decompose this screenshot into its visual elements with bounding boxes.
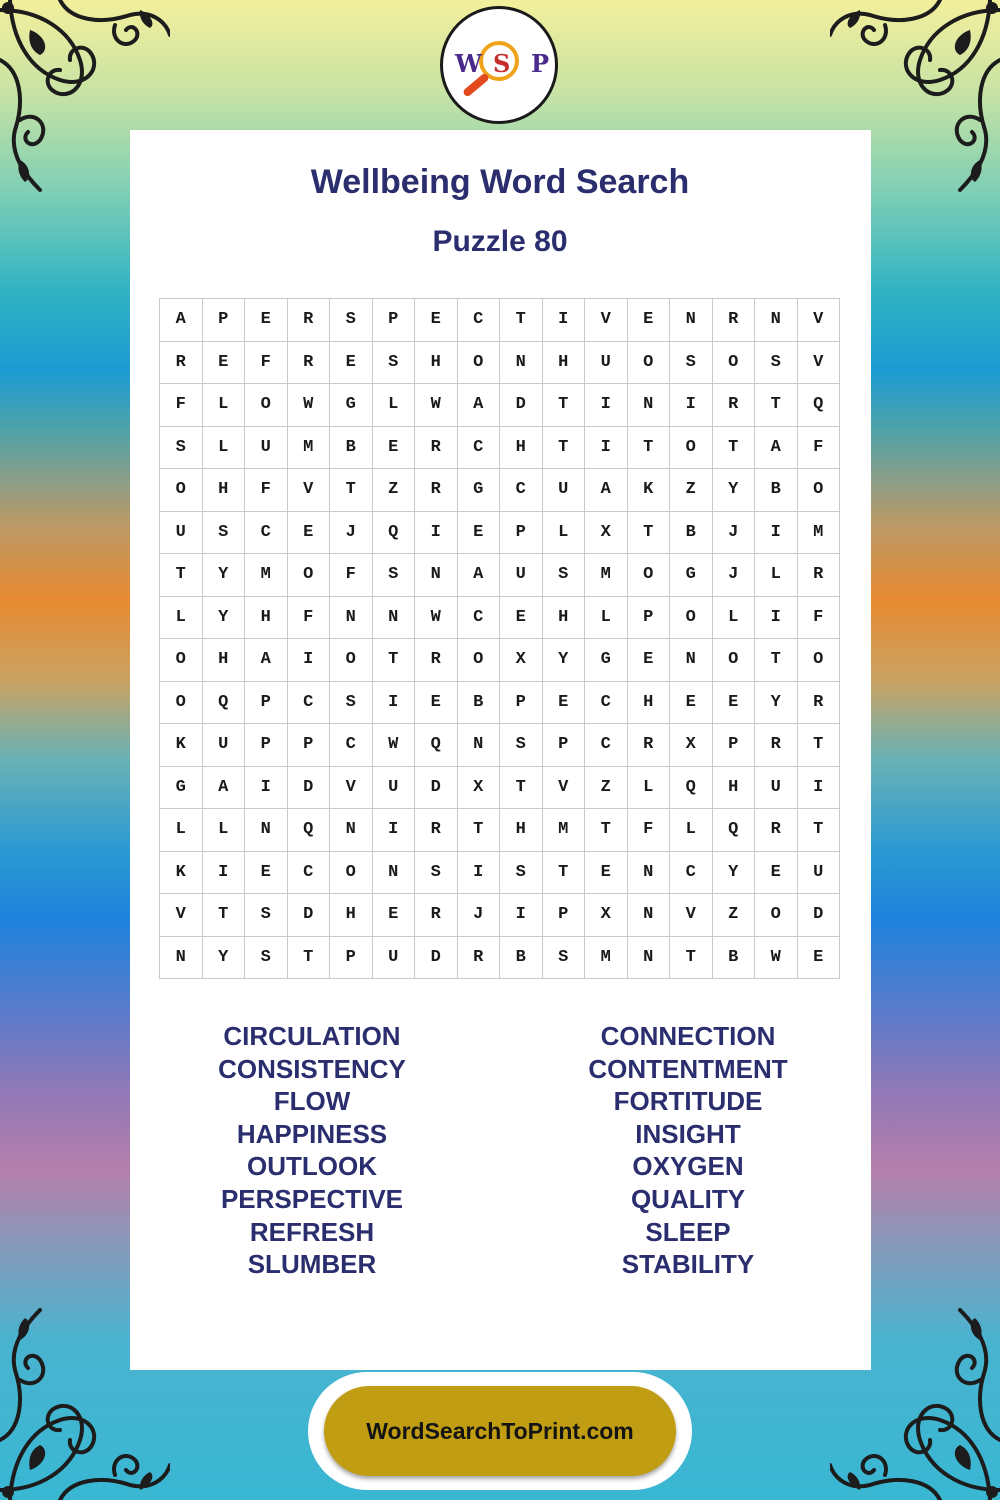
grid-cell[interactable]: J [713, 512, 756, 555]
grid-cell[interactable]: X [585, 512, 628, 555]
grid-cell[interactable]: E [628, 639, 671, 682]
grid-cell[interactable]: F [798, 597, 841, 640]
grid-cell[interactable]: R [458, 937, 501, 980]
grid-cell[interactable]: B [330, 427, 373, 470]
grid-cell[interactable]: N [628, 852, 671, 895]
grid-cell[interactable]: X [585, 894, 628, 937]
grid-cell[interactable]: T [543, 427, 586, 470]
logo-letter-s: S [493, 49, 511, 78]
grid-cell[interactable]: K [160, 852, 203, 895]
word-item: SLEEP [645, 1216, 731, 1247]
grid-cell[interactable]: R [288, 299, 331, 342]
grid-cell[interactable]: P [500, 512, 543, 555]
grid-cell[interactable]: P [628, 597, 671, 640]
grid-cell[interactable]: L [160, 597, 203, 640]
grid-cell[interactable]: X [500, 639, 543, 682]
grid-cell[interactable]: V [585, 299, 628, 342]
grid-cell[interactable]: T [500, 767, 543, 810]
grid-cell[interactable]: R [798, 554, 841, 597]
grid-cell[interactable]: Q [415, 724, 458, 767]
grid-cell[interactable]: C [670, 852, 713, 895]
grid-cell[interactable]: A [585, 469, 628, 512]
grid-cell[interactable]: G [458, 469, 501, 512]
grid-cell[interactable]: T [288, 937, 331, 980]
grid-cell[interactable]: H [543, 342, 586, 385]
grid-cell[interactable]: E [628, 299, 671, 342]
grid-cell[interactable]: E [458, 512, 501, 555]
grid-cell[interactable]: C [458, 299, 501, 342]
grid-cell[interactable]: L [373, 384, 416, 427]
grid-cell[interactable]: I [798, 767, 841, 810]
grid-cell[interactable]: O [288, 554, 331, 597]
grid-cell[interactable]: E [415, 682, 458, 725]
grid-cell[interactable]: O [628, 342, 671, 385]
grid-cell[interactable]: O [330, 639, 373, 682]
grid-cell[interactable]: Z [670, 469, 713, 512]
word-item: CONSISTENCY [218, 1053, 406, 1084]
grid-cell[interactable]: Z [713, 894, 756, 937]
grid-cell[interactable]: N [670, 299, 713, 342]
grid-cell[interactable]: G [330, 384, 373, 427]
grid-cell[interactable]: M [585, 937, 628, 980]
grid-cell[interactable]: E [330, 342, 373, 385]
grid-cell[interactable]: T [330, 469, 373, 512]
grid-cell[interactable]: E [500, 597, 543, 640]
grid-cell[interactable]: A [245, 639, 288, 682]
website-banner [308, 1372, 692, 1490]
grid-cell[interactable]: I [415, 512, 458, 555]
grid-cell[interactable]: N [415, 554, 458, 597]
grid-cell[interactable]: E [373, 427, 416, 470]
grid-cell[interactable]: I [670, 384, 713, 427]
grid-cell[interactable]: O [628, 554, 671, 597]
word-list-right [523, 1020, 853, 1281]
grid-cell[interactable]: O [160, 682, 203, 725]
grid-cell[interactable]: E [713, 682, 756, 725]
grid-cell[interactable]: C [458, 597, 501, 640]
grid-cell[interactable]: T [755, 384, 798, 427]
grid-cell[interactable]: N [628, 384, 671, 427]
grid-cell[interactable]: A [160, 299, 203, 342]
grid-cell[interactable]: R [713, 299, 756, 342]
grid-cell[interactable]: R [628, 724, 671, 767]
grid-cell[interactable]: L [713, 597, 756, 640]
grid-cell[interactable]: A [458, 554, 501, 597]
grid-cell[interactable]: N [245, 809, 288, 852]
grid-cell[interactable]: T [755, 639, 798, 682]
grid-cell[interactable]: V [798, 342, 841, 385]
grid-cell[interactable]: F [330, 554, 373, 597]
puzzle-number: Puzzle 80 [432, 225, 568, 258]
word-item: STABILITY [621, 1249, 755, 1280]
grid-cell[interactable]: W [755, 937, 798, 980]
grid-cell[interactable]: C [288, 682, 331, 725]
grid-cell[interactable]: J [458, 894, 501, 937]
grid-cell[interactable]: O [755, 894, 798, 937]
grid-cell[interactable]: B [713, 937, 756, 980]
word-item: FLOW [273, 1086, 351, 1117]
grid-cell[interactable]: Q [203, 682, 246, 725]
grid-cell[interactable]: F [798, 427, 841, 470]
grid-cell[interactable]: C [458, 427, 501, 470]
grid-cell[interactable]: L [203, 384, 246, 427]
grid-cell[interactable]: O [798, 639, 841, 682]
grid-cell[interactable]: F [160, 384, 203, 427]
grid-cell[interactable]: F [628, 809, 671, 852]
grid-cell[interactable]: R [415, 639, 458, 682]
grid-cell[interactable]: T [798, 724, 841, 767]
grid-cell[interactable]: O [670, 427, 713, 470]
grid-cell[interactable]: I [543, 299, 586, 342]
grid-cell[interactable]: B [500, 937, 543, 980]
grid-cell[interactable]: L [670, 809, 713, 852]
grid-cell[interactable]: E [670, 682, 713, 725]
grid-cell[interactable]: P [245, 724, 288, 767]
grid-cell[interactable]: I [458, 852, 501, 895]
word-item: CONTENTMENT [588, 1053, 788, 1084]
grid-cell[interactable]: C [500, 469, 543, 512]
grid-cell[interactable]: H [203, 639, 246, 682]
grid-cell[interactable]: E [245, 852, 288, 895]
grid-cell[interactable]: E [288, 512, 331, 555]
grid-cell[interactable]: O [798, 469, 841, 512]
grid-cell[interactable]: V [798, 299, 841, 342]
word-item: FORTITUDE [613, 1086, 763, 1117]
grid-cell[interactable]: U [543, 469, 586, 512]
grid-cell[interactable]: H [500, 809, 543, 852]
grid-cell[interactable]: Y [713, 469, 756, 512]
grid-cell[interactable]: N [670, 639, 713, 682]
grid-cell[interactable]: E [245, 299, 288, 342]
grid-cell[interactable]: A [755, 427, 798, 470]
grid-cell[interactable]: Q [288, 809, 331, 852]
grid-cell[interactable]: X [458, 767, 501, 810]
grid-cell[interactable]: K [628, 469, 671, 512]
grid-cell[interactable]: V [330, 767, 373, 810]
grid-cell[interactable]: W [415, 384, 458, 427]
grid-cell[interactable]: F [245, 342, 288, 385]
grid-cell[interactable]: T [798, 809, 841, 852]
grid-cell[interactable]: R [798, 682, 841, 725]
grid-cell[interactable]: M [288, 427, 331, 470]
grid-cell[interactable]: E [415, 299, 458, 342]
grid-cell[interactable]: H [330, 894, 373, 937]
grid-cell[interactable]: O [458, 342, 501, 385]
grid-cell[interactable]: U [160, 512, 203, 555]
grid-cell[interactable]: S [245, 894, 288, 937]
grid-cell[interactable]: D [415, 937, 458, 980]
grid-cell[interactable]: E [373, 894, 416, 937]
grid-cell[interactable]: N [458, 724, 501, 767]
grid-cell[interactable]: W [288, 384, 331, 427]
grid-cell[interactable]: O [330, 852, 373, 895]
grid-cell[interactable]: N [755, 299, 798, 342]
grid-cell[interactable]: D [415, 767, 458, 810]
word-item: CONNECTION [600, 1021, 776, 1051]
grid-cell[interactable]: P [288, 724, 331, 767]
grid-cell[interactable]: X [670, 724, 713, 767]
grid-cell[interactable]: I [373, 682, 416, 725]
grid-cell[interactable]: W [415, 597, 458, 640]
grid-cell[interactable]: N [628, 937, 671, 980]
word-item: OXYGEN [632, 1151, 744, 1182]
grid-cell[interactable]: T [628, 427, 671, 470]
grid-cell[interactable]: S [245, 937, 288, 980]
grid-cell[interactable]: V [543, 767, 586, 810]
grid-cell[interactable]: J [330, 512, 373, 555]
grid-cell[interactable]: R [415, 427, 458, 470]
grid-cell[interactable]: M [798, 512, 841, 555]
letter-grid [159, 298, 840, 979]
grid-cell[interactable]: P [543, 894, 586, 937]
grid-cell[interactable]: S [543, 554, 586, 597]
grid-cell[interactable]: S [500, 852, 543, 895]
grid-cell[interactable]: Z [373, 469, 416, 512]
grid-cell[interactable]: I [245, 767, 288, 810]
grid-cell[interactable]: R [713, 384, 756, 427]
grid-cell[interactable]: R [415, 809, 458, 852]
grid-cell[interactable]: R [755, 724, 798, 767]
word-list-left [147, 1020, 477, 1281]
word-item: OUTLOOK [247, 1151, 377, 1182]
grid-cell[interactable]: G [585, 639, 628, 682]
grid-cell[interactable]: P [543, 724, 586, 767]
word-item: REFRESH [249, 1216, 375, 1247]
grid-cell[interactable]: Q [373, 512, 416, 555]
grid-cell[interactable]: H [245, 597, 288, 640]
word-item: PERSPECTIVE [220, 1183, 404, 1214]
grid-cell[interactable]: T [373, 639, 416, 682]
grid-cell[interactable]: R [415, 469, 458, 512]
grid-cell[interactable]: T [670, 937, 713, 980]
grid-cell[interactable]: I [288, 639, 331, 682]
grid-cell[interactable]: Y [755, 682, 798, 725]
grid-cell[interactable]: S [373, 554, 416, 597]
logo-letter-p: P [531, 49, 550, 78]
grid-cell[interactable]: V [670, 894, 713, 937]
grid-cell[interactable]: I [585, 384, 628, 427]
grid-cell[interactable]: N [373, 852, 416, 895]
grid-cell[interactable]: C [288, 852, 331, 895]
grid-cell[interactable]: V [288, 469, 331, 512]
grid-cell[interactable]: L [585, 597, 628, 640]
grid-cell[interactable]: T [713, 427, 756, 470]
wsp-logo [440, 6, 558, 124]
grid-cell[interactable]: H [543, 597, 586, 640]
grid-cell[interactable]: I [203, 852, 246, 895]
grid-cell[interactable]: U [500, 554, 543, 597]
grid-cell[interactable]: R [755, 809, 798, 852]
grid-cell[interactable]: Y [203, 554, 246, 597]
grid-cell[interactable]: D [500, 384, 543, 427]
grid-cell[interactable]: Q [670, 767, 713, 810]
grid-cell[interactable]: S [160, 427, 203, 470]
grid-cell[interactable]: U [245, 427, 288, 470]
grid-cell[interactable]: S [670, 342, 713, 385]
word-item: CIRCULATION [223, 1021, 401, 1051]
grid-cell[interactable]: Z [585, 767, 628, 810]
grid-cell[interactable]: C [585, 682, 628, 725]
grid-cell[interactable]: M [245, 554, 288, 597]
grid-cell[interactable]: T [543, 384, 586, 427]
grid-cell[interactable]: O [245, 384, 288, 427]
grid-cell[interactable]: H [203, 469, 246, 512]
grid-cell[interactable]: B [670, 512, 713, 555]
grid-cell[interactable]: O [458, 639, 501, 682]
grid-cell[interactable]: L [755, 554, 798, 597]
grid-cell[interactable]: E [203, 342, 246, 385]
grid-cell[interactable]: W [373, 724, 416, 767]
grid-cell[interactable]: E [585, 852, 628, 895]
grid-cell[interactable]: Q [798, 384, 841, 427]
word-item: HAPPINESS [236, 1118, 388, 1149]
grid-cell[interactable]: U [203, 724, 246, 767]
grid-cell[interactable]: Y [203, 597, 246, 640]
grid-cell[interactable]: S [500, 724, 543, 767]
grid-cell[interactable]: S [373, 342, 416, 385]
grid-cell[interactable]: M [585, 554, 628, 597]
grid-cell[interactable]: D [288, 894, 331, 937]
grid-cell[interactable]: P [245, 682, 288, 725]
website-button[interactable]: WordSearchToPrint.com [324, 1386, 676, 1476]
grid-cell[interactable]: U [373, 937, 416, 980]
grid-cell[interactable]: T [458, 809, 501, 852]
grid-cell[interactable]: Q [713, 809, 756, 852]
grid-cell[interactable]: P [330, 937, 373, 980]
grid-cell[interactable]: L [628, 767, 671, 810]
grid-cell[interactable]: H [500, 427, 543, 470]
grid-cell[interactable]: G [670, 554, 713, 597]
grid-cell[interactable]: S [330, 682, 373, 725]
grid-cell[interactable]: B [458, 682, 501, 725]
grid-cell[interactable]: N [373, 597, 416, 640]
grid-cell[interactable]: R [160, 342, 203, 385]
grid-cell[interactable]: O [713, 639, 756, 682]
grid-cell[interactable]: I [755, 512, 798, 555]
grid-cell[interactable]: P [373, 299, 416, 342]
logo-letter-w: W [455, 49, 482, 78]
grid-cell[interactable]: S [543, 937, 586, 980]
grid-cell[interactable]: P [500, 682, 543, 725]
grid-cell[interactable]: U [585, 342, 628, 385]
grid-cell[interactable]: T [585, 809, 628, 852]
grid-cell[interactable]: M [543, 809, 586, 852]
grid-cell[interactable]: I [373, 809, 416, 852]
word-item: SLUMBER [247, 1249, 377, 1280]
grid-cell[interactable]: A [203, 767, 246, 810]
grid-cell[interactable]: E [543, 682, 586, 725]
grid-cell[interactable]: S [415, 852, 458, 895]
grid-cell[interactable]: U [755, 767, 798, 810]
grid-cell[interactable]: O [670, 597, 713, 640]
grid-cell[interactable]: Y [713, 852, 756, 895]
grid-cell[interactable]: J [713, 554, 756, 597]
grid-cell[interactable]: C [330, 724, 373, 767]
grid-cell[interactable]: F [288, 597, 331, 640]
grid-cell[interactable]: L [160, 809, 203, 852]
grid-cell[interactable]: I [755, 597, 798, 640]
grid-cell[interactable]: T [203, 894, 246, 937]
grid-cell[interactable]: I [585, 427, 628, 470]
grid-cell[interactable]: C [585, 724, 628, 767]
grid-cell[interactable]: N [160, 937, 203, 980]
word-item: QUALITY [630, 1183, 746, 1214]
grid-cell[interactable]: S [330, 299, 373, 342]
grid-cell[interactable]: O [713, 342, 756, 385]
grid-cell[interactable]: S [203, 512, 246, 555]
grid-cell[interactable]: C [245, 512, 288, 555]
grid-cell[interactable]: H [628, 682, 671, 725]
grid-cell[interactable]: T [160, 554, 203, 597]
grid-cell[interactable]: V [160, 894, 203, 937]
grid-cell[interactable]: D [798, 894, 841, 937]
grid-cell[interactable]: A [458, 384, 501, 427]
grid-cell[interactable]: D [288, 767, 331, 810]
page-title: Wellbeing Word Search [310, 163, 690, 201]
grid-cell[interactable]: T [543, 852, 586, 895]
grid-cell[interactable]: U [373, 767, 416, 810]
grid-cell[interactable]: P [713, 724, 756, 767]
grid-cell[interactable]: N [330, 597, 373, 640]
grid-cell[interactable]: L [543, 512, 586, 555]
grid-cell[interactable]: N [628, 894, 671, 937]
grid-cell[interactable]: L [203, 427, 246, 470]
grid-cell[interactable]: E [755, 852, 798, 895]
grid-cell[interactable]: R [288, 342, 331, 385]
grid-cell[interactable]: N [330, 809, 373, 852]
grid-cell[interactable]: N [500, 342, 543, 385]
grid-cell[interactable]: H [713, 767, 756, 810]
grid-cell[interactable]: T [628, 512, 671, 555]
grid-cell[interactable]: T [500, 299, 543, 342]
grid-cell[interactable]: S [755, 342, 798, 385]
grid-cell[interactable]: U [798, 852, 841, 895]
grid-cell[interactable]: H [415, 342, 458, 385]
grid-cell[interactable]: Y [543, 639, 586, 682]
grid-cell[interactable]: F [245, 469, 288, 512]
grid-cell[interactable]: K [160, 724, 203, 767]
grid-cell[interactable]: E [798, 937, 841, 980]
grid-cell[interactable]: Y [203, 937, 246, 980]
grid-cell[interactable]: O [160, 469, 203, 512]
grid-cell[interactable]: O [160, 639, 203, 682]
word-item: INSIGHT [635, 1118, 741, 1149]
grid-cell[interactable]: P [203, 299, 246, 342]
grid-cell[interactable]: G [160, 767, 203, 810]
grid-cell[interactable]: B [755, 469, 798, 512]
grid-cell[interactable]: R [415, 894, 458, 937]
grid-cell[interactable]: L [203, 809, 246, 852]
grid-cell[interactable]: I [500, 894, 543, 937]
